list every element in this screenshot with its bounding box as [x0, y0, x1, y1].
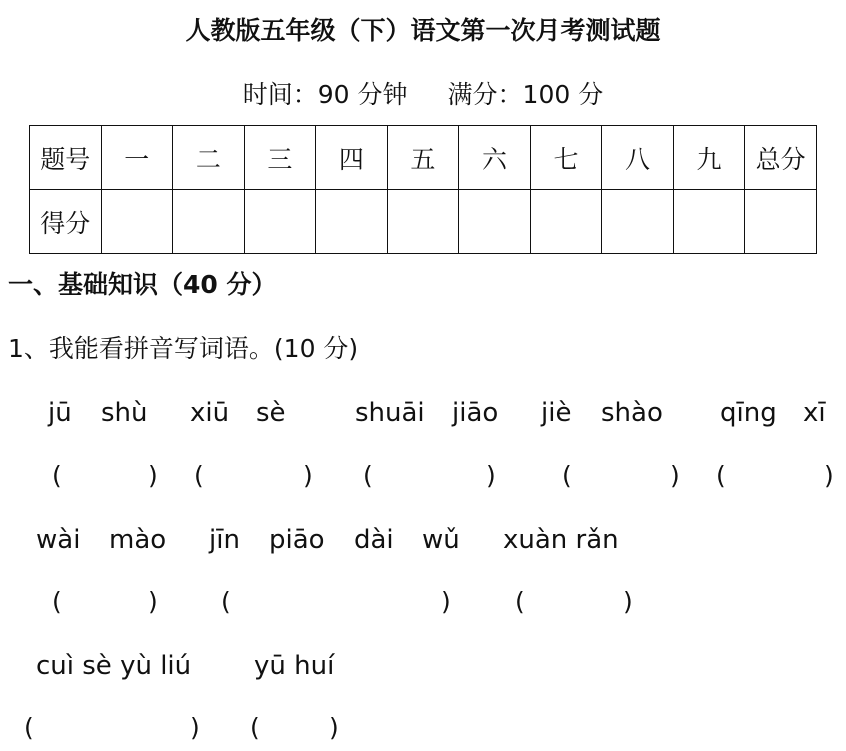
answer-paren-close: ) [329, 713, 339, 742]
score-cell-q9: 九 [673, 126, 745, 190]
answer-paren-close: ) [486, 461, 496, 490]
score-cell-q8: 八 [602, 126, 674, 190]
pinyin: dài [354, 525, 394, 555]
pinyin: sè [256, 398, 286, 428]
pinyin: yū huí [254, 651, 335, 681]
score-table-header-row [30, 126, 817, 190]
score-blank [530, 190, 602, 254]
pinyin: xī [803, 398, 826, 428]
answer-paren-close: ) [670, 461, 680, 490]
answer-paren-close: ) [190, 713, 200, 742]
pinyin: xuàn rǎn [503, 525, 619, 555]
pinyin: jū [48, 398, 72, 428]
score-cell-q3: 三 [244, 126, 316, 190]
answer-paren-open: ( [716, 461, 726, 490]
page-title: 人教版五年级（下）语文第一次月考测试题 [185, 16, 661, 45]
answer-paren-open: ( [250, 713, 260, 742]
score-blank [173, 190, 245, 254]
pinyin: shù [101, 398, 148, 428]
pinyin: jiè [541, 398, 572, 428]
score-table-score-row [30, 190, 817, 254]
score-blank [602, 190, 674, 254]
answer-paren-open: ( [24, 713, 34, 742]
score-cell-q7: 七 [530, 126, 602, 190]
score-cell-total: 总分 [745, 126, 817, 190]
pinyin: jīn [209, 525, 240, 555]
score-table [29, 125, 817, 254]
pinyin: qīng [720, 398, 777, 428]
score-blank [745, 190, 817, 254]
answer-paren-close: ) [148, 461, 158, 490]
question-1: 1、我能看拼音写词语。(10 分) [8, 334, 359, 363]
answer-paren-open: ( [562, 461, 572, 490]
score-cell-q4: 四 [316, 126, 388, 190]
exam-full-score: 满分：100 分 [447, 80, 604, 109]
score-cell-q1: 一 [101, 126, 173, 190]
exam-time: 时间：90 分钟 [242, 80, 408, 109]
answer-paren-open: ( [221, 587, 231, 616]
section-heading: 一、基础知识（40 分） [8, 270, 277, 299]
exam-meta [0, 78, 846, 112]
answer-paren-close: ) [824, 461, 834, 490]
pinyin: wǔ [422, 525, 460, 555]
score-cell-q6: 六 [459, 126, 531, 190]
answer-paren-open: ( [194, 461, 204, 490]
answer-paren-open: ( [363, 461, 373, 490]
answer-paren-close: ) [303, 461, 313, 490]
pinyin: wài [36, 525, 81, 555]
answer-paren-close: ) [623, 587, 633, 616]
answer-paren-open: ( [52, 461, 62, 490]
answer-paren-close: ) [148, 587, 158, 616]
score-cell-q2: 二 [173, 126, 245, 190]
pinyin: jiāo [452, 398, 499, 428]
score-row-label: 得分 [30, 190, 102, 254]
answer-paren-close: ) [441, 587, 451, 616]
score-blank [673, 190, 745, 254]
score-cell-q5: 五 [387, 126, 459, 190]
pinyin: mào [109, 525, 167, 555]
pinyin: shào [601, 398, 663, 428]
score-blank [459, 190, 531, 254]
answer-paren-open: ( [515, 587, 525, 616]
score-cell-label: 题号 [30, 126, 102, 190]
pinyin: xiū [190, 398, 230, 428]
pinyin: shuāi [355, 398, 425, 428]
score-blank [244, 190, 316, 254]
score-blank [316, 190, 388, 254]
pinyin: piāo [269, 525, 325, 555]
score-blank [387, 190, 459, 254]
answer-paren-open: ( [52, 587, 62, 616]
score-blank [101, 190, 173, 254]
pinyin: cuì sè yù liú [36, 651, 192, 681]
